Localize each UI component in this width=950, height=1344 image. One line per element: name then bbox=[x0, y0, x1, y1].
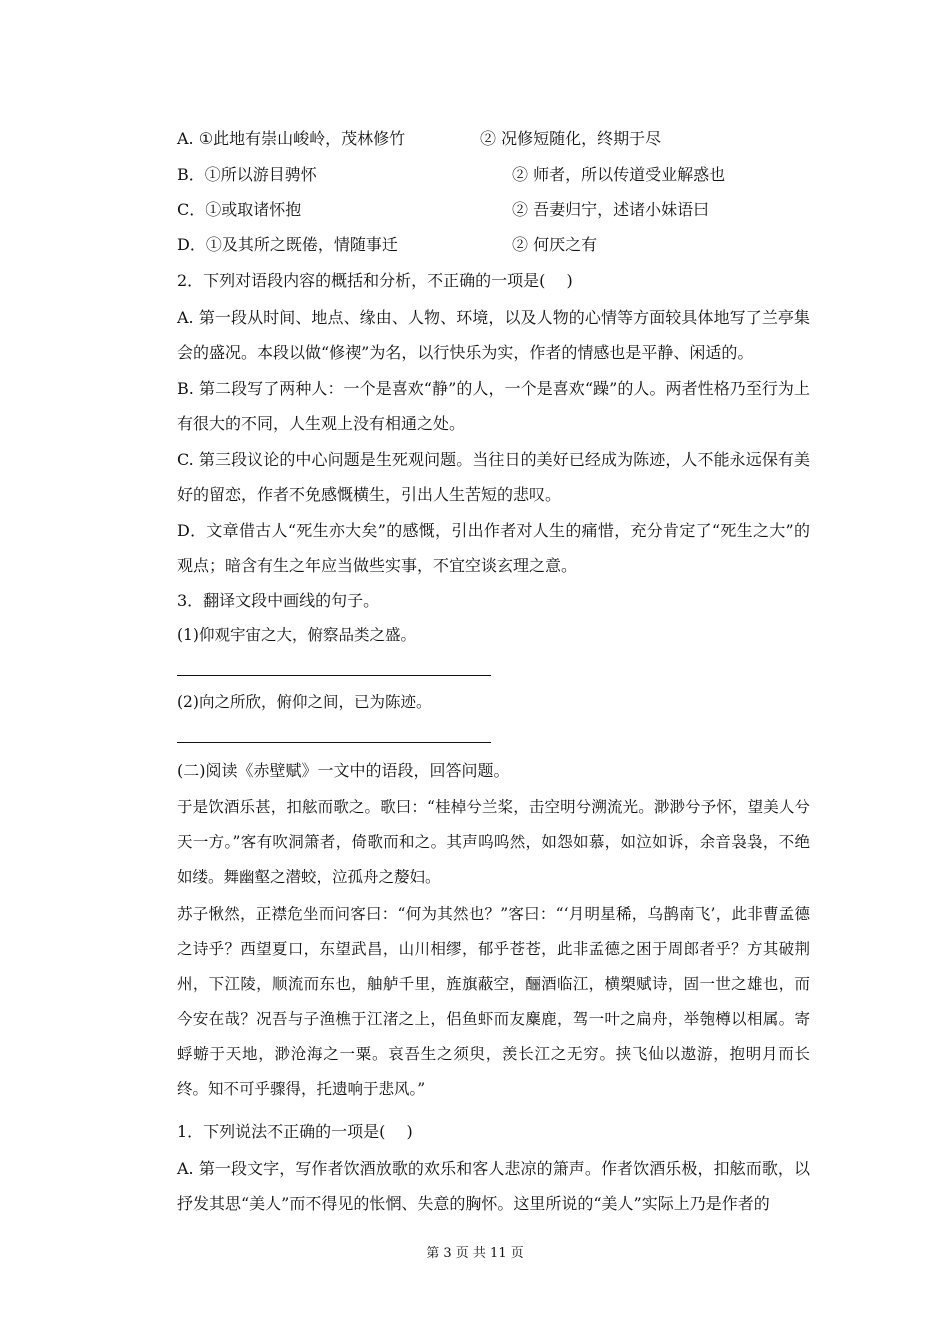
q4-stem: 1．下列说法不正确的一项是( ) bbox=[177, 1122, 413, 1141]
q3-stem: 3．翻译文段中画线的句子。 bbox=[177, 591, 380, 610]
section2-heading: (二)阅读《赤壁赋》一文中的语段，回答问题。 bbox=[177, 761, 510, 780]
q3-answer-line-2[interactable] bbox=[177, 742, 491, 743]
q3-answer-line-1[interactable] bbox=[177, 675, 491, 676]
q1-option-d-left: D．①及其所之既倦，情随事迁 bbox=[177, 235, 398, 254]
q1-option-c-right: ② 吾妻归宁，述诸小妹语曰 bbox=[512, 200, 710, 219]
page-footer: 第 3 页 共 11 页 bbox=[426, 1246, 524, 1261]
passage-paragraph-1: 于是饮酒乐甚，扣舷而歌之。歌曰：“桂棹兮兰桨，击空明兮溯流光。渺渺兮予怀，望美人兮天一方。”客有吹洞箫者，倚歌而和之。其声呜呜然，如怨如慕，如泣如诉，余音袅袅，不绝如缕。舞幽壑之潜蛟，泣孤舟之嫠妇。 bbox=[177, 798, 810, 886]
q1-option-c-left: C．①或取诸怀抱 bbox=[177, 200, 302, 219]
q1-option-b-left: B．①所以游目骋怀 bbox=[177, 165, 317, 184]
q4-option-a: A. 第一段文字，写作者饮酒放歌的欢乐和客人悲凉的箫声。作者饮酒乐极，扣舷而歌，以抒发其思“美人”而不得见的怅惘、失意的胸怀。这里所说的“美人”实际上乃是作者的 bbox=[177, 1159, 810, 1213]
q1-option-a-right: ② 况修短随化，终期于尽 bbox=[480, 129, 662, 148]
q1-option-a-left: A. ①此地有崇山峻岭，茂林修竹 bbox=[177, 129, 406, 148]
q2-option-c: C. 第三段议论的中心问题是生死观问题。当往日的美好已经成为陈迹，人不能永远保有美好的留恋，作者不免感慨横生，引出人生苦短的悲叹。 bbox=[177, 450, 810, 504]
q1-option-b-right: ② 师者，所以传道受业解惑也 bbox=[512, 165, 726, 184]
q2-option-d: D．文章借古人“死生亦大矣”的感慨，引出作者对人生的痛惜，充分肯定了“死生之大”的观点；暗含有生之年应当做些实事，不宜空谈玄理之意。 bbox=[177, 521, 810, 575]
q3-sentence-1: (1)仰观宇宙之大，俯察品类之盛。 bbox=[177, 626, 416, 644]
q3-sentence-2: (2)向之所欣，俯仰之间，已为陈迹。 bbox=[177, 693, 432, 711]
q2-stem: 2．下列对语段内容的概括和分析，不正确的一项是( ) bbox=[177, 271, 573, 290]
q2-option-a: A. 第一段从时间、地点、缘由、人物、环境，以及人物的心情等方面较具体地写了兰亭集会的盛况。本段以做“修禊”为名，以行快乐为实，作者的情感也是平静、闲适的。 bbox=[177, 308, 810, 362]
passage-paragraph-2: 苏子愀然，正襟危坐而问客曰：“何为其然也？”客曰：“‘月明星稀，乌鹊南飞’，此非曹孟德之诗乎？西望夏口，东望武昌，山川相缪，郁乎苍苍，此非孟德之困于周郎者乎？方其破荆州，下江陵，顺流而东也，舳舻千里，旌旗蔽空，酾酒临江，横槊赋诗，固一世之雄也，而今安在哉？况吾与子渔樵于江渚之上，侣鱼虾而友麋鹿，驾一叶之扁舟，举匏樽以相属。寄蜉蝣于天地，渺沧海之一粟。哀吾生之须臾，羡长江之无穷。挟飞仙以遨游，抱明月而长终。知不可乎骤得，托遗响于悲风。” bbox=[177, 905, 810, 1098]
q1-option-d-right: ② 何厌之有 bbox=[512, 235, 598, 254]
q2-option-b: B. 第二段写了两种人：一个是喜欢“静”的人，一个是喜欢“躁”的人。两者性格乃至行为上有很大的不同，人生观上没有相通之处。 bbox=[177, 379, 810, 433]
